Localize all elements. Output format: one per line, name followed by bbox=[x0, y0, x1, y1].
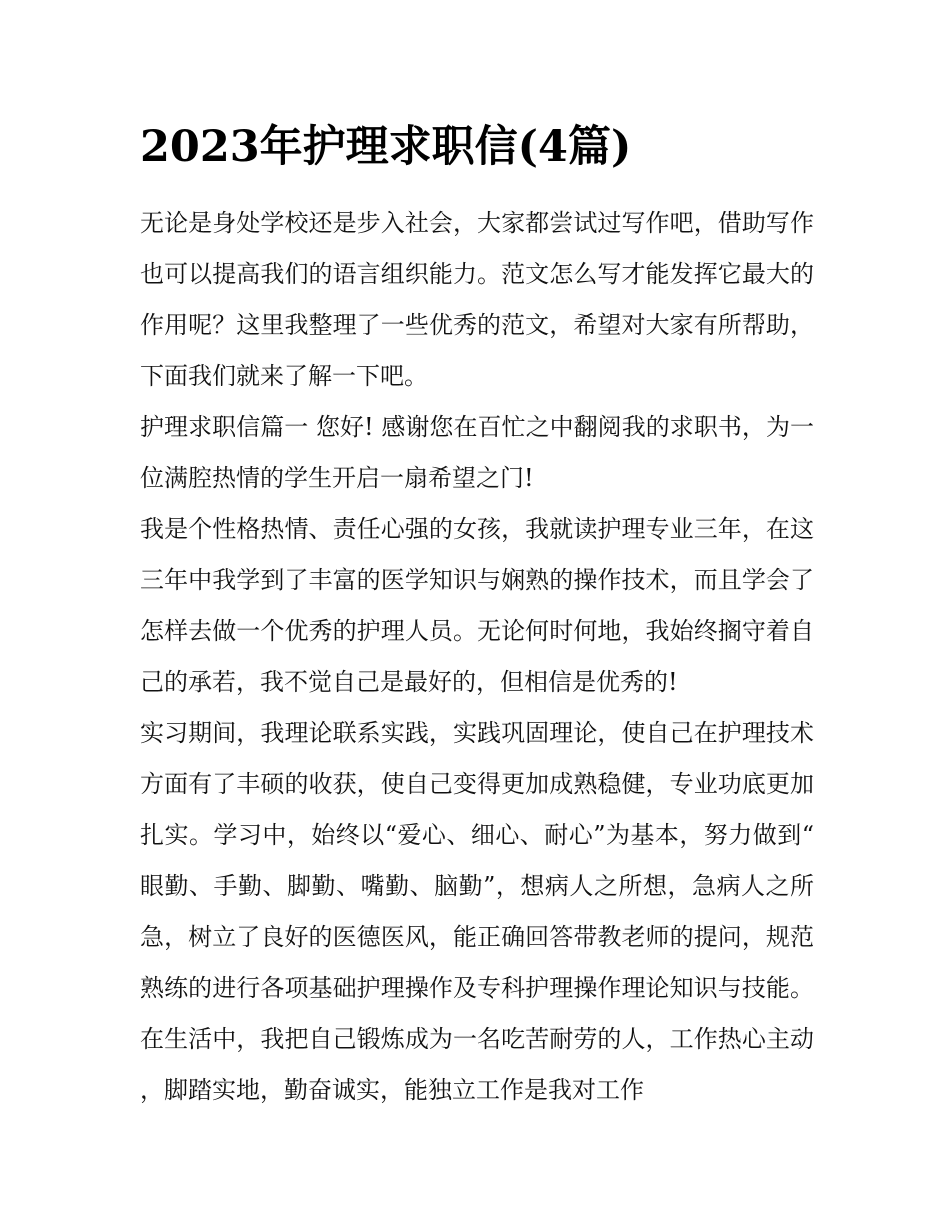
paragraph-internship: 实习期间，我理论联系实践，实践巩固理论，使自己在护理技术方面有了丰硕的收获，使自己变得更加成熟稳健，专业功底更加扎实。学习中，始终以“爱心、细心、耐心”为基本，努力做到“眼勤、手勤、脚勤、嘴勤、脑勤”，想病人之所想，急病人之所急，树立了良好的医德医风，能正确回答带教老师的提问，规范熟练的进行各项基础护理操作及专科护理操作理论知识与技能。在生活中，我把自己锻炼成为一名吃苦耐劳的人，工作热心主动，脚踏实地，勤奋诚实，能独立工作是我对工作 bbox=[140, 719, 814, 1104]
document-title: 2023年护理求职信(4篇) bbox=[140, 122, 632, 172]
paragraph-intro: 无论是身处学校还是步入社会，大家都尝试过写作吧，借助写作也可以提高我们的语言组织能力。范文怎么写才能发挥它最大的作用呢？这里我整理了一些优秀的范文，希望对大家有所帮助，下面我们就来了解一下吧。 bbox=[140, 209, 814, 390]
document-body bbox=[140, 198, 814, 1116]
paragraph-greeting: 护理求职信篇一 您好! 感谢您在百忙之中翻阅我的求职书，为一位满腔热情的学生开启一扇希望之门! bbox=[140, 413, 814, 492]
paragraph-self-introduction: 我是个性格热情、责任心强的女孩，我就读护理专业三年，在这三年中我学到了丰富的医学知识与娴熟的操作技术，而且学会了怎样去做一个优秀的护理人员。无论何时何地，我始终搁守着自己的承若，我不觉自己是最好的，但相信是优秀的! bbox=[140, 515, 814, 696]
